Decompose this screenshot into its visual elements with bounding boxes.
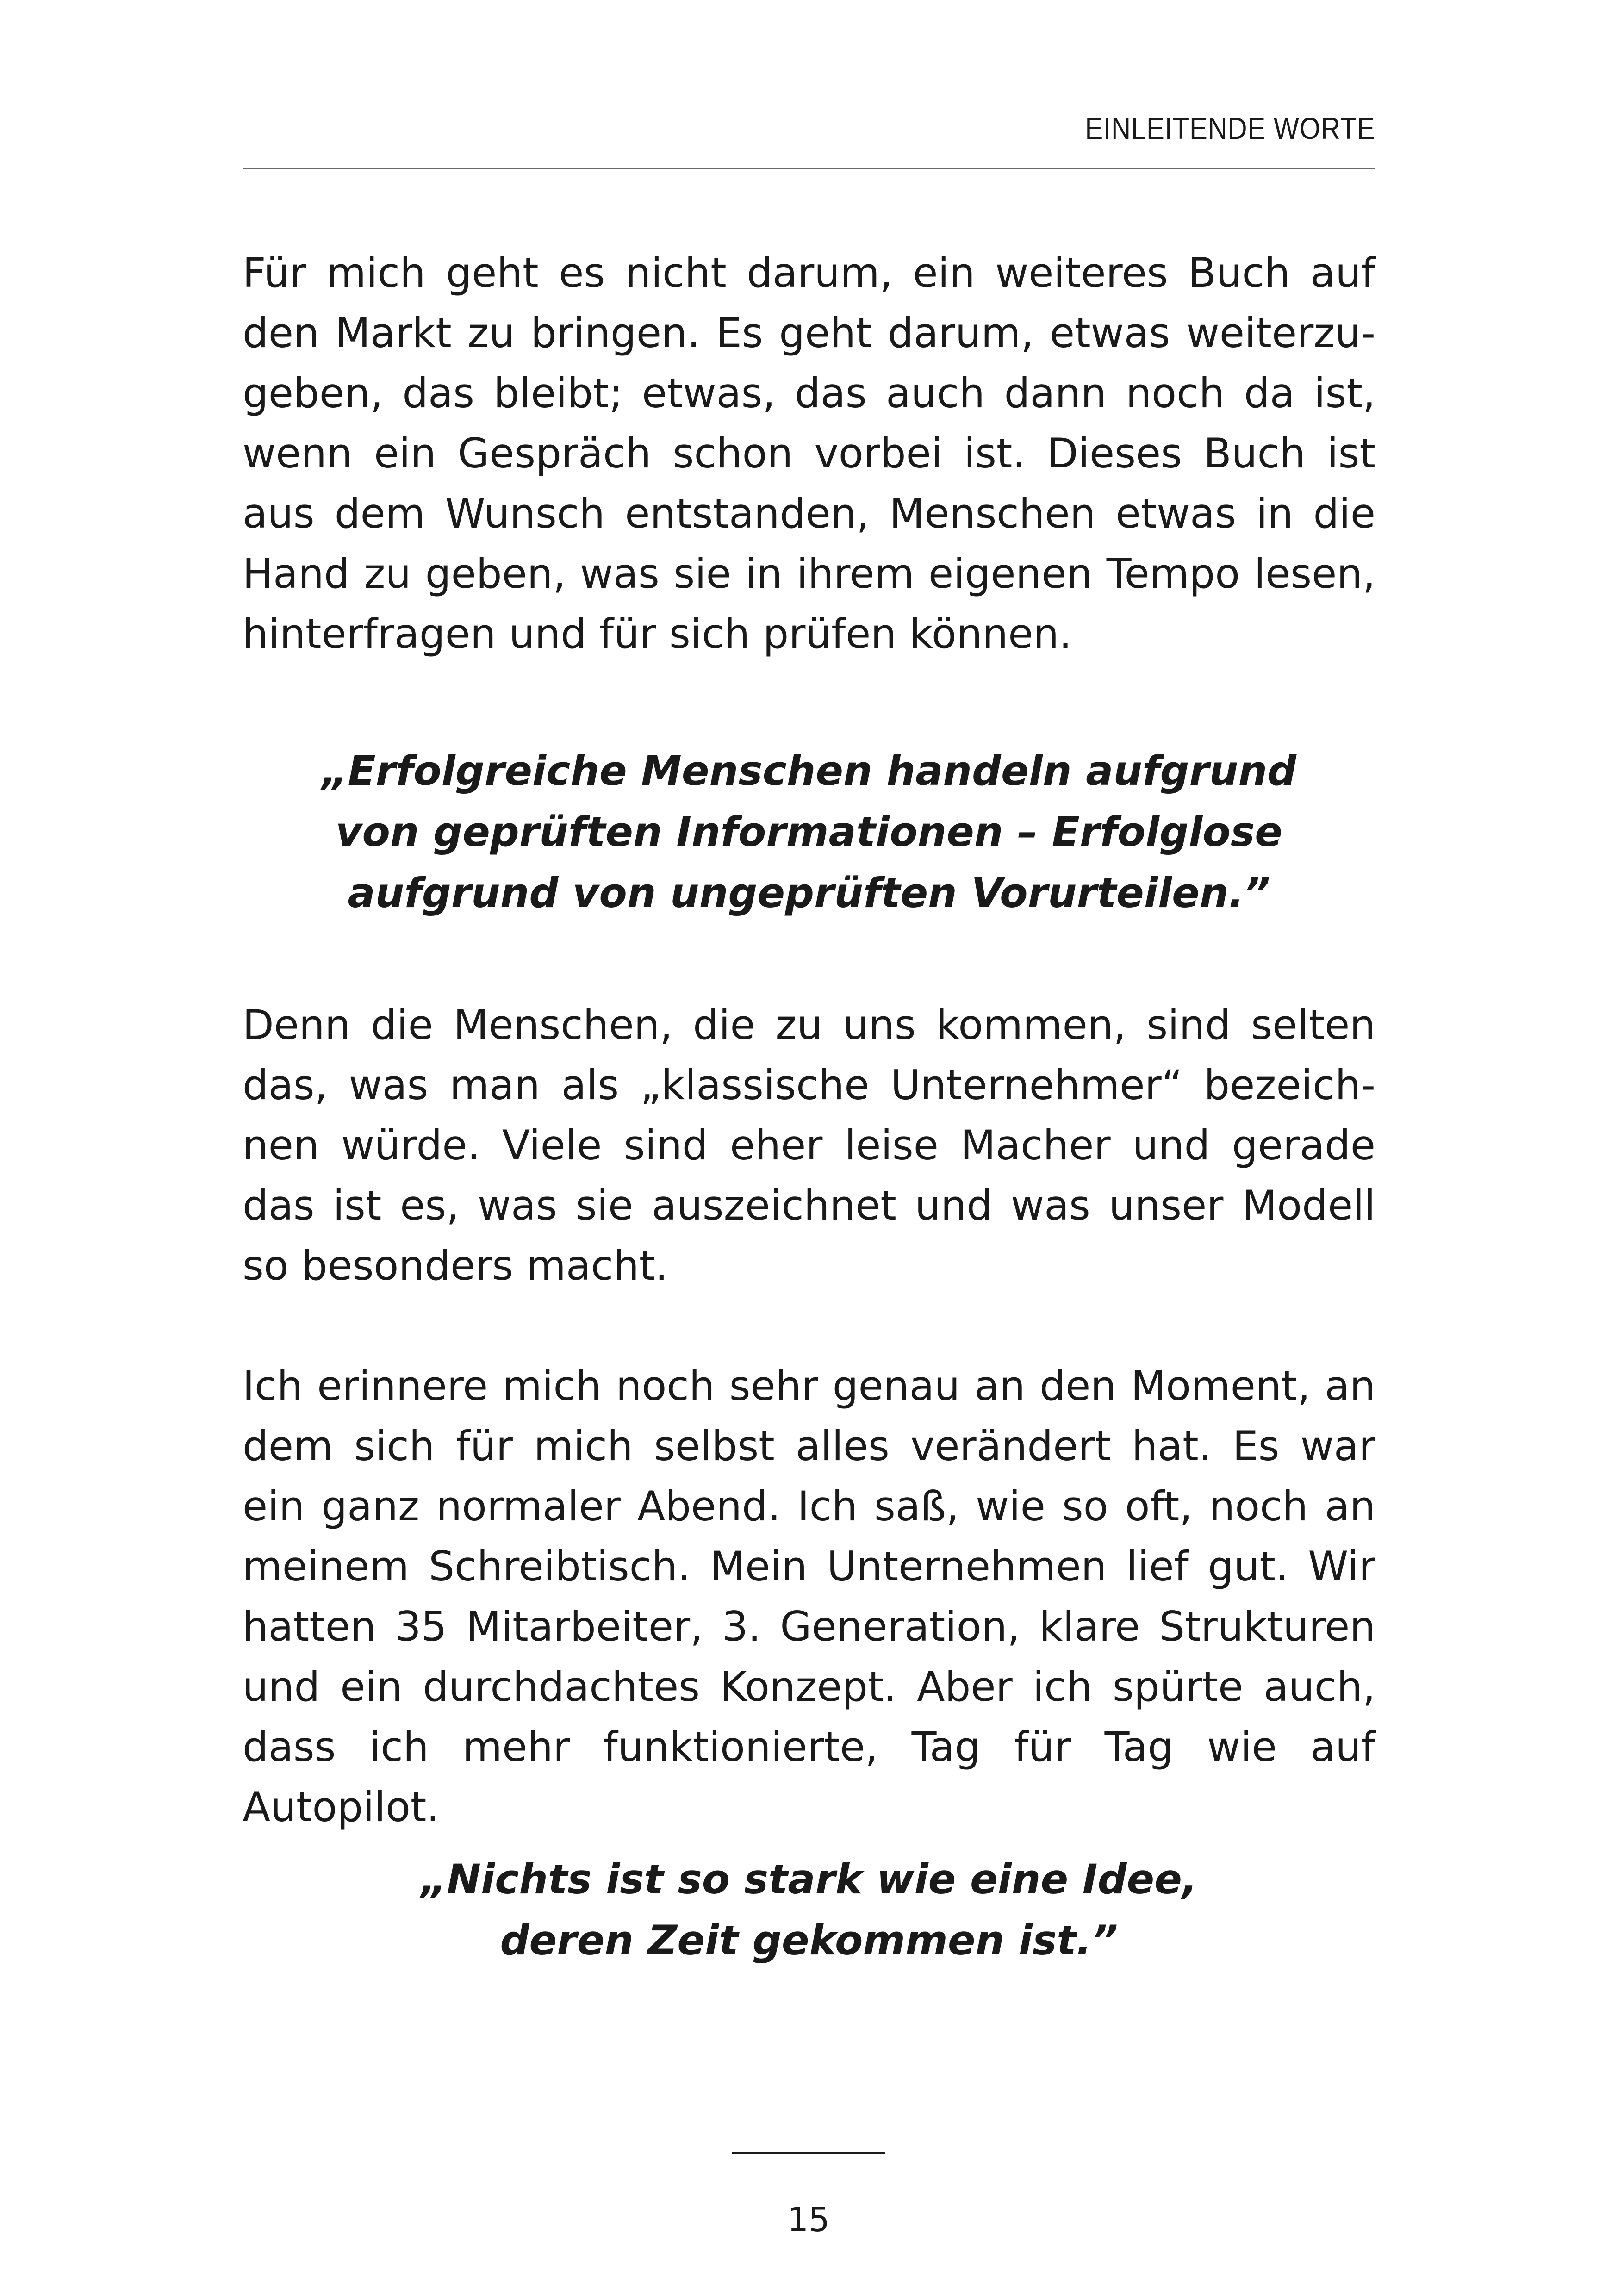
quote-line: „Nichts ist so stark wie eine Idee,	[420, 1855, 1198, 1903]
quote-line: deren Zeit gekommen ist.”	[500, 1916, 1118, 1964]
body-paragraph-3: Ich erinnere mich noch sehr genau an den Moment, an dem sich für mich selbst alles verändert hat. Es war ein ganz normaler Abend. Ich saß, wie so oft, noch an meinem Schreibtisch. Mein Unternehmen lief gut. Wir hatten 35 Mitarbeiter, 3. Generation, klare Strukturen und ein durchdachtes Konzept. Aber ich spürte auch, dass ich mehr funktionierte, Tag für Tag wie auf Autopilot.	[243, 1362, 1375, 1831]
running-head-title: EINLEITENDE WORTE	[1085, 111, 1375, 145]
quote-line: aufgrund von ungeprüften Vorurteilen.”	[348, 869, 1270, 917]
body-paragraph-2: Denn die Menschen, die zu uns kommen, sind selten das, was man als „klassische Unternehmer“ bezeichnen würde. Viele sind eher leise Macher und gerade das ist es, was sie auszeichnet und was unser Modell so besonders macht.	[243, 1001, 1375, 1289]
footer-divider	[732, 2152, 885, 2154]
pull-quote-2	[243, 1849, 1375, 1971]
quote-line: von geprüften Informationen – Erfolglose	[336, 808, 1282, 856]
page-number: 15	[787, 2200, 830, 2239]
header-divider	[243, 168, 1375, 169]
quote-line: „Erfolgreiche Menschen handeln aufgrund	[321, 747, 1297, 795]
body-paragraph-1: Für mich geht es nicht darum, ein weiteres Buch auf den Markt zu bringen. Es geht darum, etwas weiterzugeben, das bleibt; etwas, das auch dann noch da ist, wenn ein Gespräch schon vorbei ist. Dieses Buch ist aus dem Wunsch entstanden, Menschen etwas in die Hand zu geben, was sie in ihrem eigenen Tempo lesen, hinterfragen und für sich prüfen können.	[243, 249, 1375, 658]
pull-quote-1	[243, 740, 1375, 924]
